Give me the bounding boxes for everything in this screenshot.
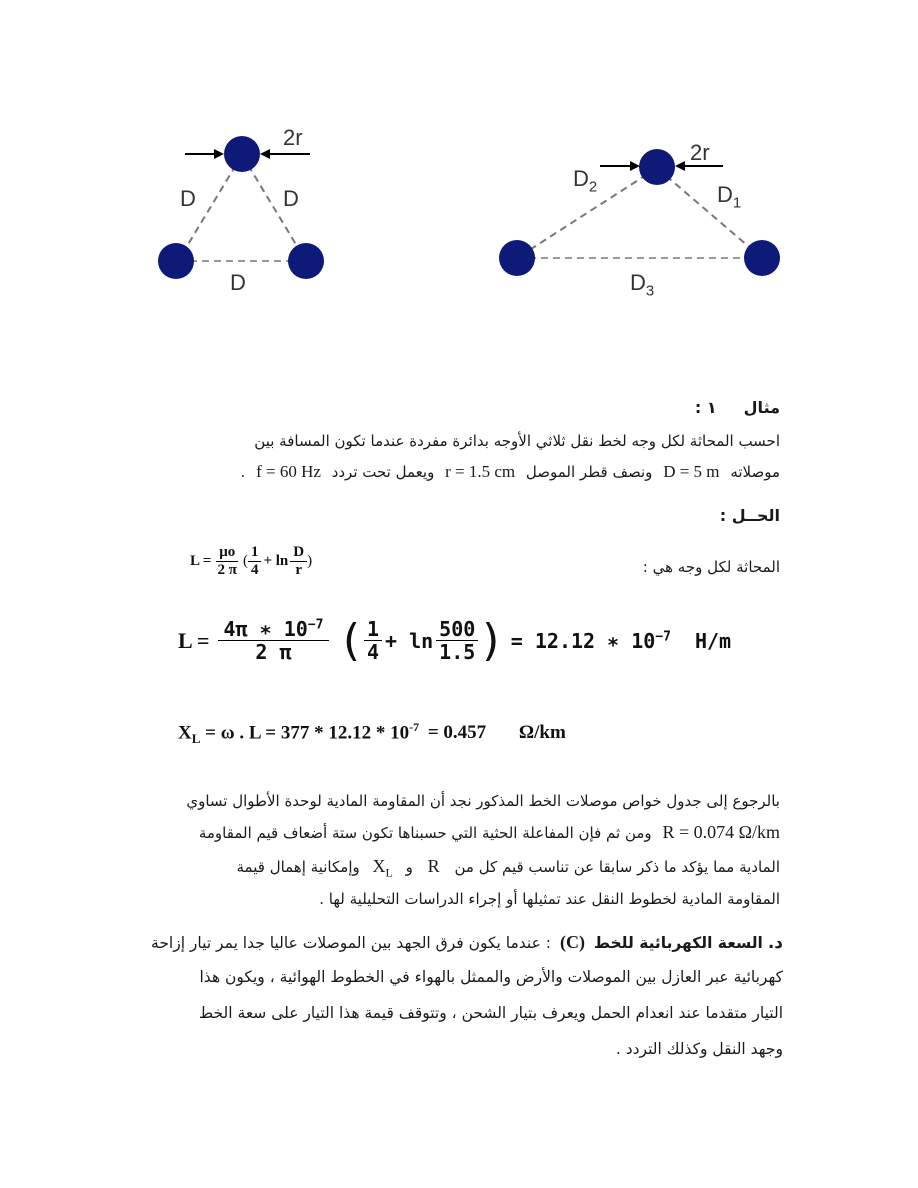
- example-heading: [695, 398, 780, 417]
- xl-subscript: L: [191, 731, 201, 747]
- reactance-calculation: [178, 720, 566, 747]
- solution-heading: الحــل :: [719, 506, 780, 525]
- example-line-1: احسب المحاثة لكل وجه لخط نقل ثلاثي الأوجه بدائرة مفردة عندما تكون المسافة بين: [254, 432, 780, 450]
- top-conductor-dot: [224, 136, 260, 172]
- formula-four: 4: [250, 561, 259, 578]
- formula-lhs: L =: [190, 552, 212, 569]
- example-r-value: r = 1.5 cm: [445, 462, 516, 481]
- left-conductor-dot: [499, 240, 535, 276]
- formula-quarter-fraction: [248, 544, 262, 579]
- d3-letter: D: [630, 270, 646, 295]
- left-d-label-bottom: D: [230, 270, 246, 295]
- calc-1-5: 1.5: [439, 640, 476, 664]
- xl-expression: = ω . L = 377 * 12.12 * 10: [205, 722, 410, 744]
- section-d-title: السعة الكهربائية للخط: [593, 934, 763, 952]
- d1-label: [717, 182, 741, 211]
- calc-ln: + ln: [385, 629, 434, 653]
- formula-one: 1: [248, 544, 262, 562]
- resistance-value: R = 0.074 Ω/km: [662, 822, 780, 842]
- bottom-left-conductor-dot: [158, 243, 194, 279]
- formula-d: D: [290, 544, 307, 562]
- calc-unit: H/m: [694, 629, 732, 653]
- inductance-label: المحاثة لكل وجه هي :: [642, 558, 780, 576]
- inductance-formula: L = $\frac{\mu o}{2 \pi}$ ( $\frac{1}{4}$ + ln $\frac{D}{r}$ ): [190, 544, 313, 578]
- calc-500: 500: [436, 618, 478, 641]
- left-arrow-icon: [214, 149, 224, 159]
- example-d-value: D = 5 m: [663, 462, 720, 481]
- section-d-symbol: (C): [559, 932, 585, 952]
- example-text-frequency: ويعمل تحت تردد: [331, 463, 435, 481]
- d1-subscript: 1: [732, 194, 742, 212]
- calc-four: 4: [366, 640, 379, 664]
- example-number: ١ :: [694, 398, 717, 417]
- d2-label: [573, 166, 597, 195]
- left-arrow-icon: [630, 161, 640, 171]
- right-2r-label: 2r: [690, 140, 710, 165]
- right-arrow-icon: [260, 149, 270, 159]
- section-d-line-1: [151, 932, 783, 953]
- paragraph1-line-3: [237, 856, 780, 881]
- calc-result-base: = 12.12 ∗ 10: [510, 629, 656, 653]
- section-d-letter: د.: [767, 933, 783, 953]
- d1-dashed-side: [657, 168, 762, 258]
- paragraph1-line-2: [199, 822, 780, 843]
- example-f-value: f = 60 Hz: [256, 462, 321, 481]
- xl-inline-letter: X: [372, 856, 386, 876]
- xl-inline-subscript: L: [385, 865, 393, 880]
- section-d-line-2: كهربائية عبر العازل بين الموصلات والأرض والممثل بالهواء في الخطوط الهوائية ، ويكون هذا: [199, 968, 783, 986]
- xl-unit: Ω/km: [518, 722, 566, 744]
- top-conductor-dot: [639, 149, 675, 185]
- formula-mu-fraction: [214, 544, 239, 579]
- paragraph1-line-2-text: ومن ثم فإن المفاعلة الحثية التي حسبناها تكون ستة أضعاف قيم المقاومة: [198, 824, 652, 842]
- calc-ratio-fraction: [436, 618, 478, 664]
- section-d-line-1-text: : عندما يكون فرق الجهد بين الموصلات عاليا جدا يمر تيار إزاحة: [151, 934, 552, 952]
- formula-2pi: 2 π: [217, 561, 237, 578]
- calc-numerator: [218, 618, 330, 641]
- section-d-line-3: التيار متقدما عند انعدام الحمل ويعرف بتيار الشحن ، وتتوقف قيمة هذا التيار على سعة الخط: [198, 1004, 783, 1022]
- calc-main-fraction: [218, 618, 330, 664]
- calc-lhs: L =: [178, 628, 210, 653]
- d1-letter: D: [717, 182, 733, 207]
- r-symbol: R: [427, 856, 440, 876]
- example-text-connectors: موصلاته: [730, 463, 780, 481]
- paragraph1-line-1: بالرجوع إلى جدول خواص موصلات الخط المذكور نجد أن المقاومة المادية لوحدة الأطوال تساوي: [186, 792, 780, 810]
- example-line-2: [241, 462, 780, 482]
- example-heading-text: مثال: [743, 398, 780, 417]
- d3-label: [630, 270, 654, 299]
- paragraph1-line-3-text-b: وإمكانية إهمال قيمة: [236, 858, 360, 876]
- and-word: و: [405, 858, 413, 876]
- right-arrow-icon: [675, 161, 685, 171]
- xl-exponent: -7: [409, 720, 420, 734]
- formula-d-over-r: [290, 544, 307, 579]
- example-text-radius: ونصف قطر الموصل: [525, 463, 653, 481]
- d2-letter: D: [573, 166, 589, 191]
- bottom-right-conductor-dot: [288, 243, 324, 279]
- calc-result: [511, 629, 671, 653]
- calc-result-exp: −7: [655, 629, 671, 645]
- section-d-line-4: وجهد النقل وكذلك التردد .: [615, 1040, 783, 1058]
- xl-symbol: X: [178, 722, 192, 744]
- d3-subscript: 3: [645, 282, 655, 300]
- calc-one: 1: [364, 618, 382, 641]
- left-d-label-right: D: [283, 186, 299, 211]
- formula-mu: μo: [216, 544, 238, 562]
- formula-r: r: [295, 561, 303, 578]
- d2-subscript: 2: [588, 178, 598, 196]
- formula-ln: + ln: [263, 552, 289, 569]
- xl-result: = 0.457: [427, 722, 487, 744]
- inductance-calculation: L = $\frac{4\pi ∗ 10^{-7}}{2 \pi}$ ( $\frac{1}{4}$ + ln $\frac{500}{1.5}$ ) = 12.12 ∗ $10^{-7}$ H/m: [178, 615, 732, 666]
- calc-denominator: 2 π: [255, 640, 292, 664]
- example-period: .: [240, 463, 246, 481]
- calc-numerator-base: 4π ∗ 10: [223, 617, 308, 641]
- right-conductor-dot: [744, 240, 780, 276]
- calc-quarter-fraction: [364, 618, 382, 664]
- paragraph1-line-3-text-a: المادية مما يؤكد ما ذكر سابقا عن تناسب قيم كل من: [454, 858, 780, 876]
- xl-symbol-inline: [372, 856, 393, 880]
- left-2r-label: 2r: [283, 125, 303, 150]
- left-d-label-left: D: [180, 186, 196, 211]
- calc-numerator-exp: −7: [307, 617, 324, 633]
- paragraph1-line-4: المقاومة المادية لخطوط النقل عند تمثيلها أو إجراء الدراسات التحليلية لها .: [319, 890, 780, 908]
